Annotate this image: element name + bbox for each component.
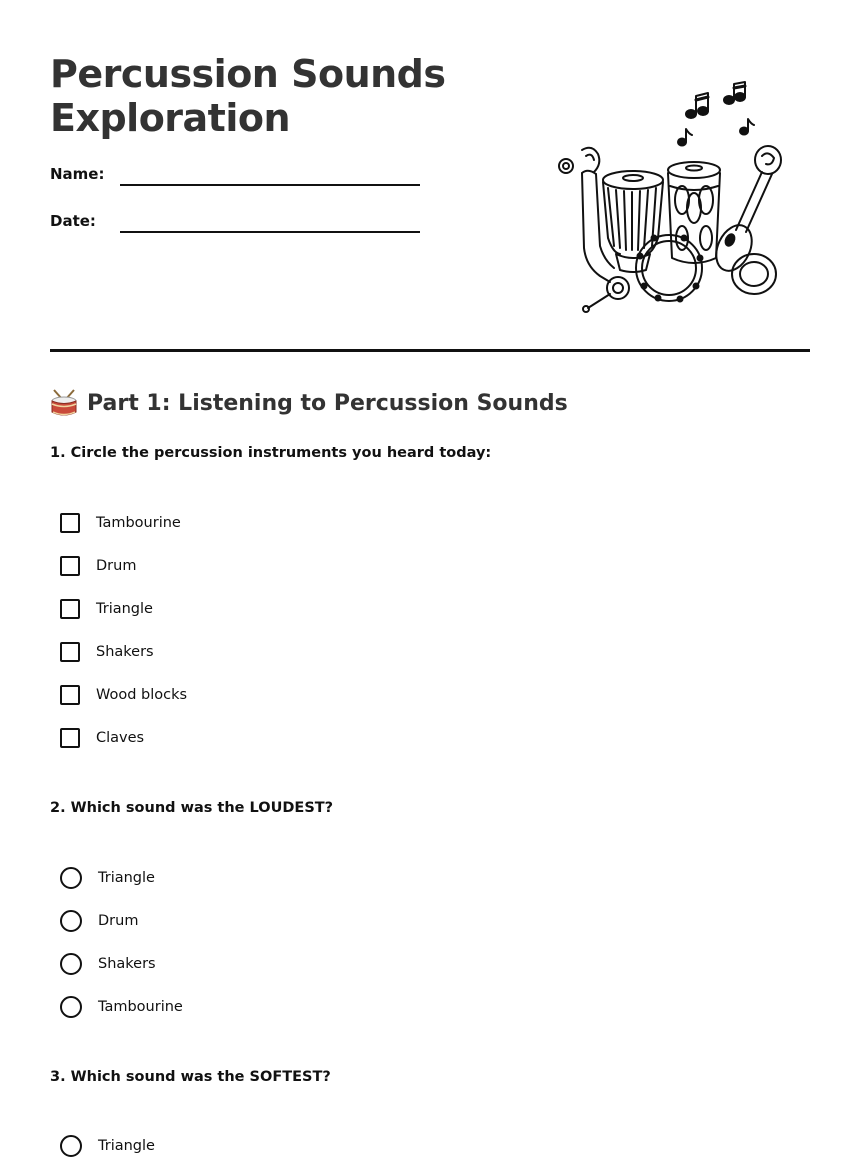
music-notes-icon xyxy=(678,82,754,146)
q1-option-claves[interactable] xyxy=(60,725,144,751)
name-field xyxy=(50,165,430,195)
q1-option-triangle[interactable] xyxy=(60,596,153,622)
checkbox[interactable] xyxy=(60,642,80,662)
option-label: Triangle xyxy=(96,601,153,617)
part1-title: Part 1: Listening to Percussion Sounds xyxy=(87,390,568,416)
option-label: Tambourine xyxy=(98,999,183,1015)
name-input-line[interactable] xyxy=(120,184,420,186)
q1-option-tambourine[interactable] xyxy=(60,510,181,536)
ring-shaker-drawing xyxy=(732,254,776,294)
checkbox[interactable] xyxy=(60,513,80,533)
checkbox[interactable] xyxy=(60,599,80,619)
djembe-drum-drawing xyxy=(603,171,663,272)
option-label: Triangle xyxy=(98,870,155,886)
checkbox[interactable] xyxy=(60,728,80,748)
percussion-instruments-illustration xyxy=(558,78,794,318)
question-2-text: 2. Which sound was the LOUDEST? xyxy=(50,800,334,816)
part1-heading xyxy=(50,388,568,418)
radio-button[interactable] xyxy=(60,996,82,1018)
date-label: Date: xyxy=(50,212,96,230)
name-label: Name: xyxy=(50,165,105,183)
checkbox[interactable] xyxy=(60,685,80,705)
q2-option-drum[interactable] xyxy=(60,908,138,934)
radio-button[interactable] xyxy=(60,1135,82,1157)
page-title xyxy=(50,52,520,140)
option-label: Wood blocks xyxy=(96,687,188,703)
q1-option-wood-blocks[interactable] xyxy=(60,682,187,708)
question-3-text: 3. Which sound was the SOFTEST? xyxy=(50,1069,331,1085)
option-label: Triangle xyxy=(98,1138,155,1154)
title-line-1: Percussion Sounds xyxy=(50,52,446,96)
radio-button[interactable] xyxy=(60,910,82,932)
title-line-2: Exploration xyxy=(50,96,291,140)
option-label: Shakers xyxy=(96,644,154,660)
date-input-line[interactable] xyxy=(120,231,420,233)
drum-emoji-icon xyxy=(50,388,78,418)
worksheet-page xyxy=(50,0,810,1161)
q1-option-shakers[interactable] xyxy=(60,639,154,665)
q1-option-drum[interactable] xyxy=(60,553,136,579)
checkbox[interactable] xyxy=(60,556,80,576)
option-label: Drum xyxy=(96,558,137,574)
date-field xyxy=(50,212,430,242)
maraca-drawing xyxy=(709,146,781,277)
option-label: Shakers xyxy=(98,956,156,972)
header-divider xyxy=(50,349,810,352)
q2-option-tambourine[interactable] xyxy=(60,994,183,1020)
question-1-text: 1. Circle the percussion instruments you heard today: xyxy=(50,445,492,461)
option-label: Drum xyxy=(98,913,139,929)
radio-button[interactable] xyxy=(60,953,82,975)
radio-button[interactable] xyxy=(60,867,82,889)
q2-option-shakers[interactable] xyxy=(60,951,156,977)
q2-option-triangle[interactable] xyxy=(60,865,155,891)
option-label: Claves xyxy=(96,730,145,746)
q3-option-triangle[interactable] xyxy=(60,1133,155,1159)
option-label: Tambourine xyxy=(96,515,181,531)
